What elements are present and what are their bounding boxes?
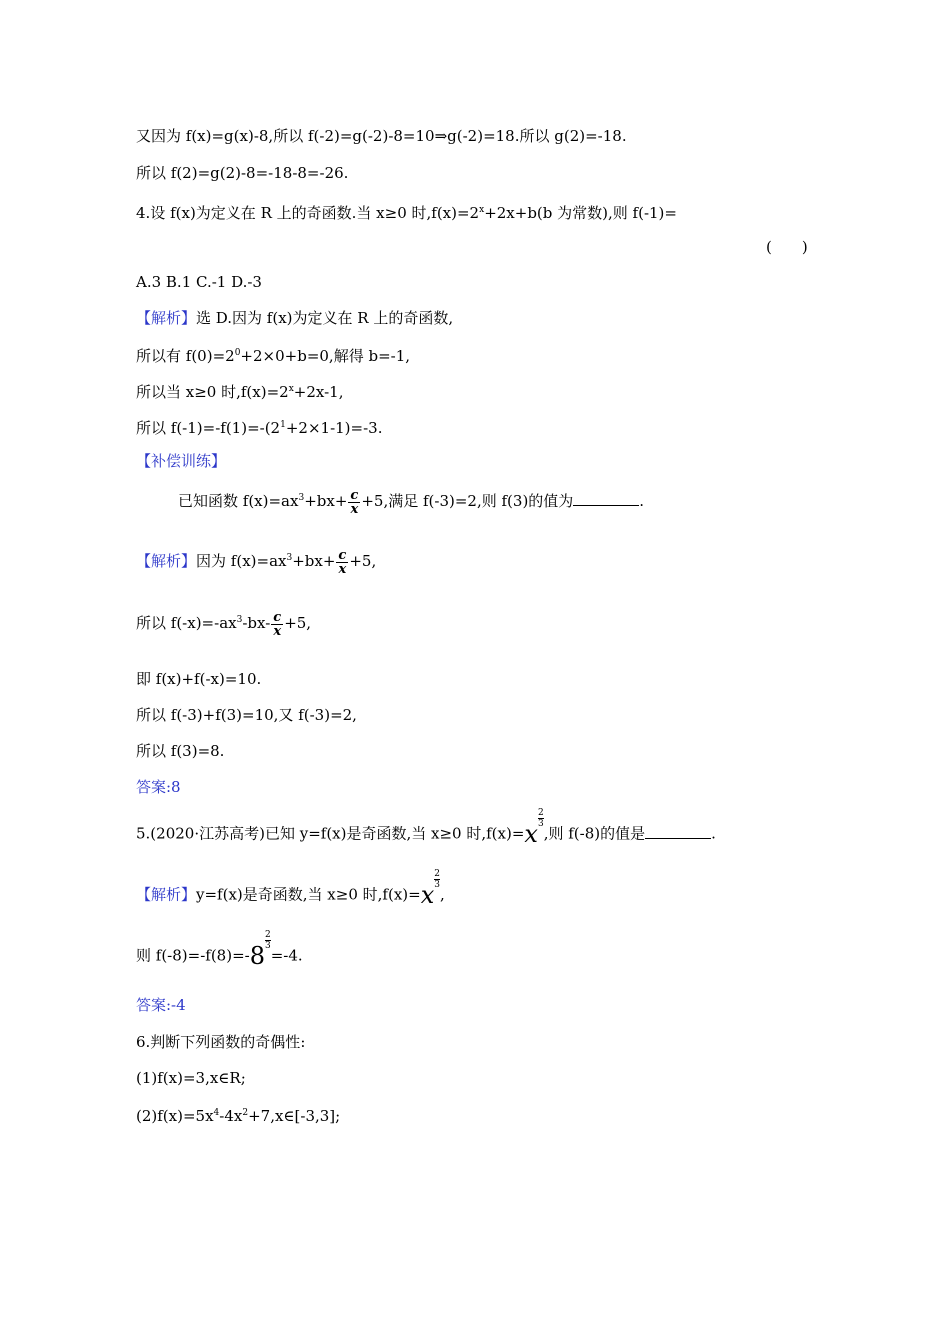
question-4: 4.设 f(x)为定义在 R 上的奇函数.当 x≥0 时$,f(x)=2^x+2x+b(b$ 为常数),则 f(-1)=	[136, 204, 677, 222]
question-5: 5.(2020·江苏高考)已知 y=f(x)是奇函数,当 x≥0 时,f(x)=x $\frac{2}{3}$ ,则 f(-8)的值是 .	[136, 808, 716, 848]
solution-line: 【解析】选 D.因为 f(x)为定义在 R 上的奇函数,	[136, 309, 454, 327]
solution-line: 所以 f(3)=8.	[136, 742, 225, 760]
supplementary-tag: 【补偿训练】	[136, 452, 227, 470]
text-line: 所以 f(2)=g(2)-8=-18-8=-26.	[136, 164, 349, 182]
analysis-tag: 【解析】	[136, 552, 197, 570]
solution-line: 所以当 x≥0 时$,f(x)=2^x+2x-1$,	[136, 383, 344, 401]
solution-line: 则 f(-8)=-f(8)=-8 $\frac{2}{3}$ =-4.	[136, 930, 303, 970]
answer-blank	[573, 491, 639, 506]
solution-line: 【解析】y=f(x)是奇函数,当 x≥0 时,f(x)=x $\frac{2}{3}$ ,	[136, 869, 445, 909]
analysis-tag: 【解析】	[136, 309, 197, 327]
text-line: 又因为 f(x)=g(x)-8,所以 f(-2)=g(-2)-8=10⇒g(-2)=18.所以 g(2)=-18.	[136, 127, 627, 145]
fraction-c-over-x: $\frac{c}{x}$	[338, 547, 347, 577]
power-x-two-thirds: x $\frac{2}{3}$	[420, 869, 440, 909]
supplementary-question: 已知函数 $f(x)=ax^3+bx+$ $\frac{c}{x}$ +5,满足 f(-3)=2,则 f(3)的值为 .	[178, 487, 645, 517]
solution-line: 所以 $f(-1)=-f(1)=-(2^1+2\times 1-1)=-3$.	[136, 419, 383, 437]
solution-line: 即 f(x)+f(-x)=10.	[136, 670, 262, 688]
solution-line: 【解析】因为 $f(x)=ax^3+bx+$ $\frac{c}{x}$ +5,	[136, 547, 377, 577]
solution-line: 所以 f(-3)+f(3)=10,又 f(-3)=2,	[136, 706, 357, 724]
power-8-two-thirds: 8 $\frac{2}{3}$	[249, 930, 271, 970]
question-4-options: A.3 B.1 C.-1 D.-3	[136, 273, 262, 291]
analysis-tag: 【解析】	[136, 885, 197, 904]
fraction-c-over-x: $\frac{c}{x}$	[350, 487, 359, 517]
answer-blank	[645, 824, 711, 839]
question-6: 6.判断下列函数的奇偶性:	[136, 1033, 306, 1051]
fraction-c-over-x: $\frac{c}{x}$	[273, 609, 282, 639]
answer-line: 答案:-4	[136, 996, 186, 1014]
answer-line: 答案:8	[136, 778, 181, 796]
solution-line: 所以有 $f(0)=2^0+2\times 0+b=0$,解得 b=-1,	[136, 347, 411, 365]
answer-bracket: ( )	[766, 238, 808, 256]
question-6-part-2: $(2)f(x)=5x^4-4x^2+7,x\in[-3,3]$;	[136, 1107, 341, 1125]
solution-line: 所以 $f(-x)=-ax^3-bx-$ $\frac{c}{x}$ +5,	[136, 609, 312, 639]
power-x-two-thirds: x $\frac{2}{3}$	[524, 808, 544, 848]
question-6-part-1: (1)f(x)=3,x∈R;	[136, 1069, 246, 1087]
